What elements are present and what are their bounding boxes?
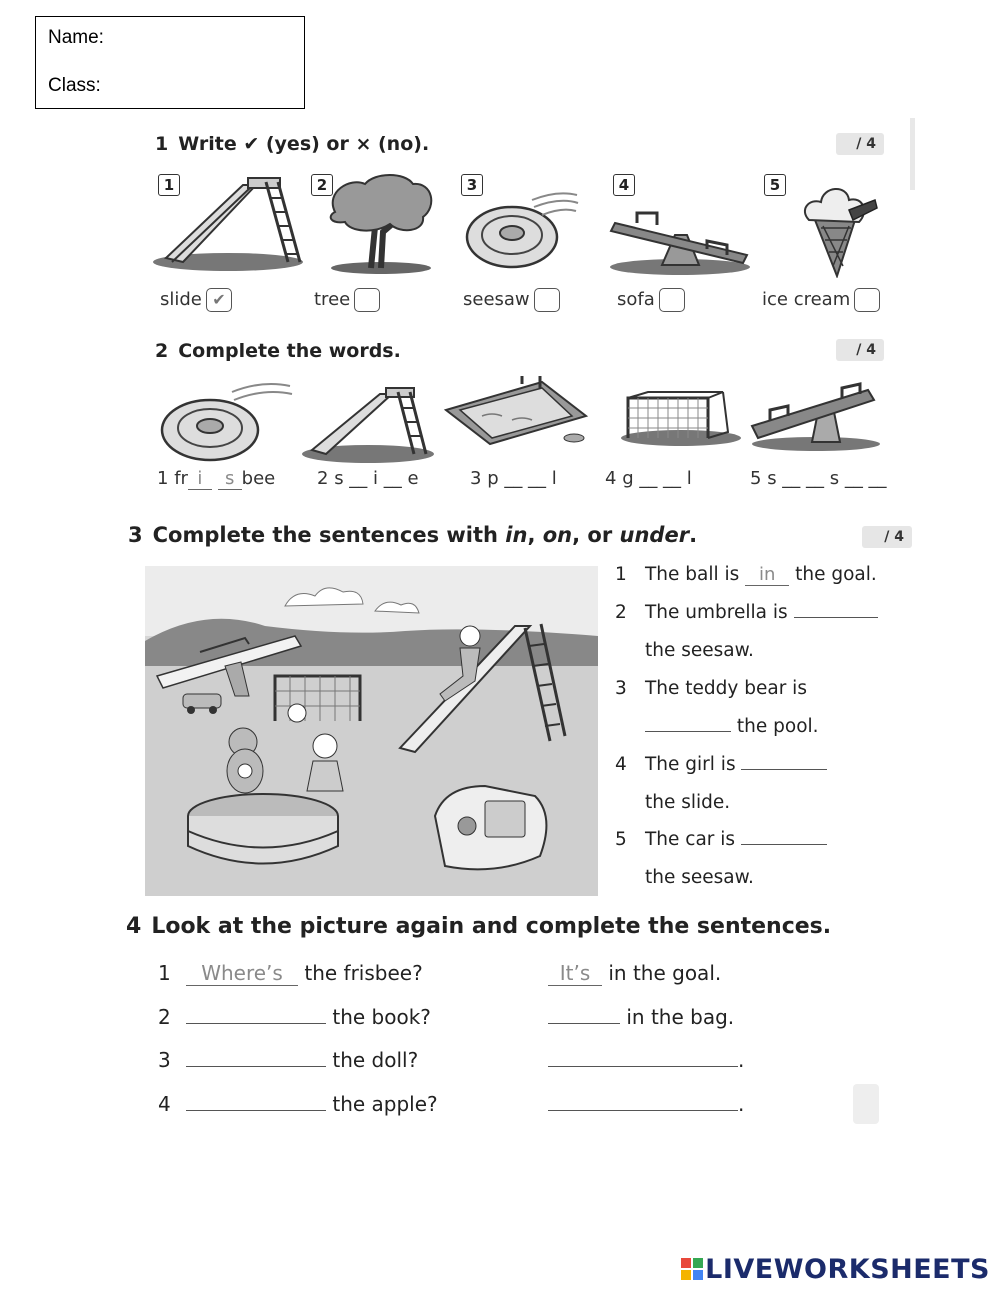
ex4-row2: 2 the book?	[158, 1005, 431, 1029]
slide-icon	[148, 170, 308, 275]
ex2-item1-blank2[interactable]: s	[218, 468, 242, 490]
ex4-row3-q-blank[interactable]	[186, 1065, 326, 1067]
ex1-item2-number: 2	[311, 174, 333, 196]
ex4-title: 4 Look at the picture again and complete the sentences.	[126, 914, 832, 939]
ex1-item3: seesaw	[463, 288, 560, 312]
ex2-score: / 4	[836, 339, 884, 361]
ex4-row4-q-blank[interactable]	[186, 1109, 326, 1111]
ex3-score: / 4	[862, 526, 912, 548]
ex4-row3-answer: .	[548, 1048, 744, 1072]
ex3-s5-blank[interactable]	[741, 843, 827, 845]
ex1-item5-checkbox[interactable]	[854, 288, 880, 312]
ex1-item1: slide ✔	[160, 288, 232, 312]
goal-icon	[618, 390, 744, 448]
ex2-seesaw-icon	[748, 382, 884, 452]
ex4-row3-a-blank[interactable]	[548, 1065, 738, 1067]
ex2-frisbee-icon	[158, 378, 294, 464]
ex1-item4-checkbox[interactable]	[659, 288, 685, 312]
ex1-item1-number: 1	[158, 174, 180, 196]
pool-icon	[442, 376, 590, 448]
ex1-score: / 4	[836, 133, 884, 155]
ex1-item5-number: 5	[764, 174, 786, 196]
ex1-item2: tree	[314, 288, 380, 312]
ex2-item1-blank1[interactable]: i	[188, 468, 212, 490]
frisbee-icon	[462, 185, 580, 275]
ex4-row1: 1 Where’s the frisbee?	[158, 961, 423, 985]
ex1-item2-checkbox[interactable]	[354, 288, 380, 312]
class-label: Class:	[48, 75, 101, 96]
ex3-sentence5-cont: the seesaw.	[645, 867, 754, 888]
ex4-score-fragment	[853, 1084, 879, 1124]
ex1-title: 1 Write ✔ (yes) or × (no).	[155, 133, 430, 155]
scan-edge	[910, 118, 915, 190]
ex2-item4: 4 g __ __ l	[605, 468, 692, 489]
ex4-row3: 3 the doll?	[158, 1048, 419, 1072]
ex3-sentence3-cont: the pool.	[645, 716, 819, 737]
ex3-sentence2: 2 The umbrella is	[615, 602, 878, 623]
ex1-item4-number: 4	[613, 174, 635, 196]
ex1-item4: sofa	[617, 288, 685, 312]
ex4-row1-a-answer[interactable]: It’s	[548, 961, 602, 986]
ex4-row1-answer: It’s in the goal.	[548, 961, 721, 986]
ex3-sentence4-cont: the slide.	[645, 792, 731, 813]
ex4-row4: 4 the apple?	[158, 1092, 438, 1116]
ex1-item1-checkbox[interactable]: ✔	[206, 288, 232, 312]
ex2-item5: 5 s __ __ s __ __	[750, 468, 887, 489]
ex3-title: 3 Complete the sentences with in, on, or under.	[128, 523, 698, 547]
ex3-s1-answer[interactable]: in	[745, 564, 789, 586]
ex3-sentence5: 5 The car is	[615, 829, 827, 850]
ex4-row2-q-blank[interactable]	[186, 1022, 326, 1024]
seesaw-icon	[607, 205, 753, 277]
ex3-s2-blank[interactable]	[794, 616, 878, 618]
ex4-row4-answer: .	[548, 1092, 744, 1116]
ex2-title: 2 Complete the words.	[155, 340, 401, 362]
ex4-row2-answer: in the bag.	[548, 1005, 734, 1029]
liveworksheets-logo-icon	[681, 1258, 703, 1280]
ex2-item2: 2 s __ i __ e	[317, 468, 419, 489]
name-label: Name:	[48, 27, 104, 48]
ex2-item1: 1 fr i s bee	[157, 468, 276, 489]
ex1-item5: ice cream	[762, 288, 880, 312]
ex3-s3-blank[interactable]	[645, 730, 731, 732]
ex3-sentence1: 1 The ball is in the goal.	[615, 564, 877, 585]
playground-picture	[145, 566, 598, 896]
ex2-slide-icon	[298, 380, 438, 466]
ex4-row4-a-blank[interactable]	[548, 1109, 738, 1111]
ex4-row2-a-blank[interactable]	[548, 1022, 620, 1024]
name-class-box	[35, 16, 305, 109]
ex2-item3: 3 p __ __ l	[470, 468, 557, 489]
liveworksheets-logo: LIVEWORKSHEETS	[681, 1254, 990, 1285]
ex3-s4-blank[interactable]	[741, 768, 827, 770]
ice-cream-icon	[795, 180, 881, 278]
ex3-sentence2-cont: the seesaw.	[645, 640, 754, 661]
ex1-item3-number: 3	[461, 174, 483, 196]
ex4-row1-q-answer[interactable]: Where’s	[186, 961, 298, 986]
ex3-sentence3: 3 The teddy bear is	[615, 678, 807, 699]
ex1-item3-checkbox[interactable]	[534, 288, 560, 312]
ex3-sentence4: 4 The girl is	[615, 754, 827, 775]
tree-icon	[325, 172, 437, 276]
